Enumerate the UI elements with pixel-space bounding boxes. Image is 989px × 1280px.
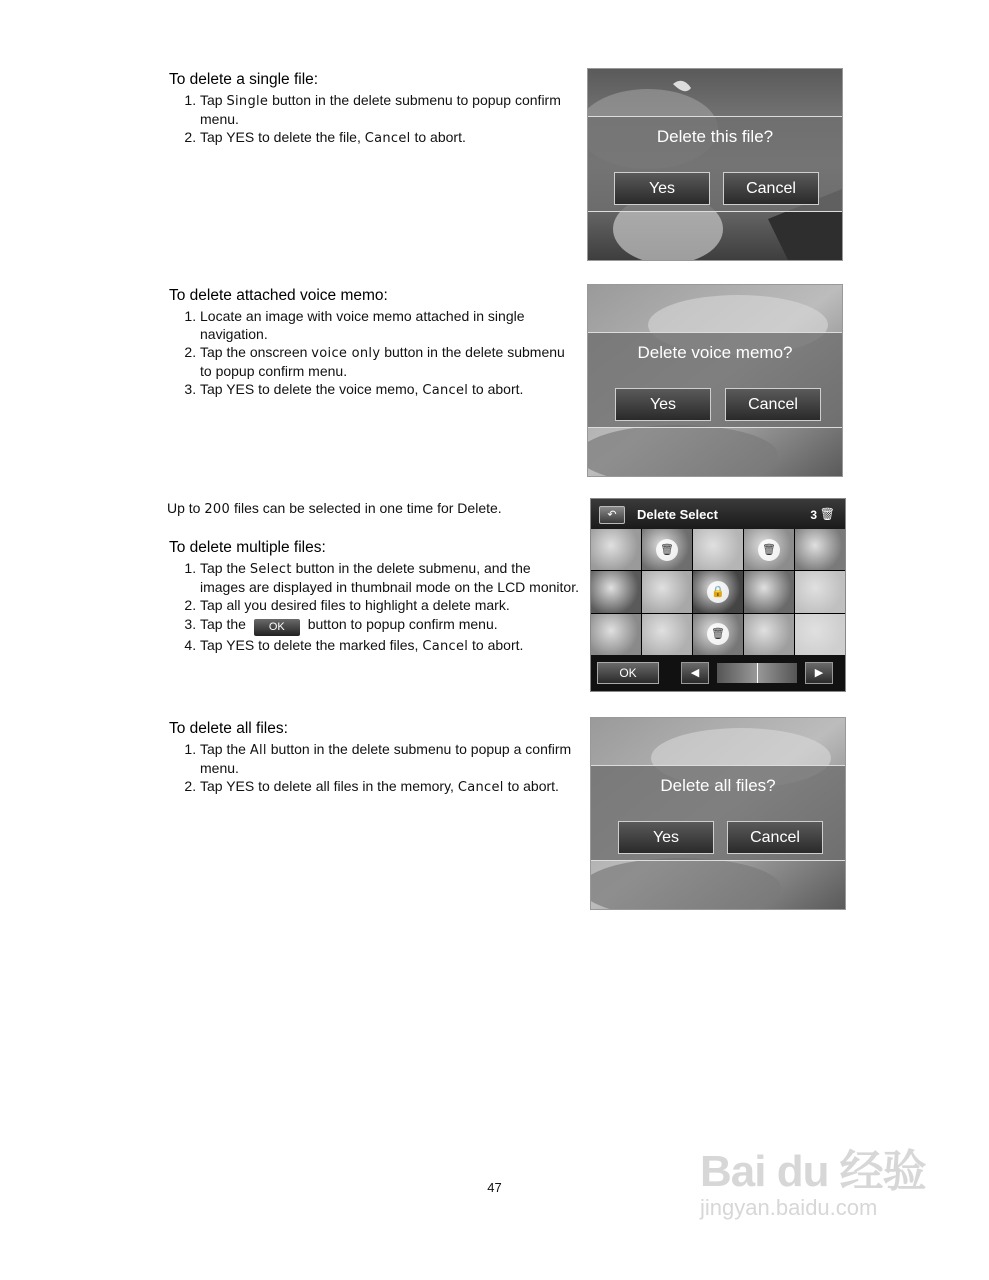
- step: 1. Locate an image with voice memo attached in single navigation.: [200, 308, 579, 343]
- thumbnail[interactable]: [591, 614, 641, 655]
- watermark-url: jingyan.baidu.com: [700, 1195, 878, 1220]
- thumbnail[interactable]: [693, 529, 743, 570]
- trash-icon: 🗑: [819, 507, 835, 521]
- yes-button[interactable]: Yes: [614, 172, 710, 205]
- delete-select-footer: [591, 655, 845, 691]
- next-page-icon[interactable]: ▶: [805, 662, 833, 684]
- thumbnail[interactable]: [795, 614, 845, 655]
- section-title: To delete multiple files:: [169, 539, 326, 556]
- ok-button-image: OK: [254, 619, 300, 636]
- thumbnail[interactable]: [744, 571, 794, 612]
- thumbnail[interactable]: [744, 529, 794, 570]
- confirm-dialog: [588, 332, 842, 428]
- watermark: [700, 1135, 926, 1221]
- thumbnail[interactable]: [795, 529, 845, 570]
- thumbnail-grid: [591, 529, 845, 655]
- thumbnail[interactable]: [693, 571, 743, 612]
- confirm-dialog: [591, 765, 845, 861]
- thumbnail[interactable]: [642, 529, 692, 570]
- delete-mark-icon: 🗑: [758, 539, 780, 561]
- ok-button[interactable]: OK: [597, 662, 659, 684]
- delete-all-screen: [590, 717, 846, 910]
- step: 2. Tap YES to delete the file, Cancel to abort.: [200, 129, 579, 148]
- thumbnail[interactable]: [744, 614, 794, 655]
- step: 1. Tap Single button in the delete submenu to popup confirm menu.: [200, 92, 579, 128]
- cancel-button[interactable]: Cancel: [725, 388, 821, 421]
- thumbnail[interactable]: [795, 571, 845, 612]
- step: 2. Tap the onscreen voice only button in the delete submenu to popup confirm menu.: [200, 344, 579, 380]
- yes-button[interactable]: Yes: [615, 388, 711, 421]
- step: 1. Tap the Select button in the delete submenu, and the images are displayed in thumbnail mode on the LCD monitor.: [200, 560, 579, 596]
- delete-select-title: Delete Select: [637, 507, 718, 522]
- page-number: 47: [487, 1180, 502, 1195]
- thumbnail[interactable]: [591, 571, 641, 612]
- dialog-title: Delete voice memo?: [637, 343, 793, 362]
- thumbnail[interactable]: [591, 529, 641, 570]
- dialog-title: Delete all files?: [660, 776, 776, 795]
- step: 3. Tap the OK button to popup confirm menu.: [200, 616, 579, 636]
- step: 1. Tap the All button in the delete submenu to popup a confirm menu.: [200, 741, 579, 777]
- delete-mark-icon: 🗑: [707, 623, 729, 645]
- back-arrow-icon[interactable]: ↶: [599, 506, 625, 524]
- thumbnail[interactable]: [693, 614, 743, 655]
- thumbnail[interactable]: [642, 571, 692, 612]
- yes-button[interactable]: Yes: [618, 821, 714, 854]
- selected-count: 3: [810, 508, 817, 522]
- section-delete-single: [169, 71, 579, 149]
- dialog-title: Delete this file?: [656, 127, 774, 146]
- cancel-button[interactable]: Cancel: [727, 821, 823, 854]
- section-delete-multiple: [169, 539, 579, 656]
- cancel-button[interactable]: Cancel: [723, 172, 819, 205]
- step: 2. Tap YES to delete all files in the memory, Cancel to abort.: [200, 778, 579, 797]
- delete-select-screen: [590, 498, 846, 692]
- section-delete-all: [169, 720, 579, 798]
- select-limit-note: Up to 200 files can be selected in one time for Delete.: [167, 500, 502, 517]
- section-title: To delete all files:: [169, 720, 288, 737]
- delete-mark-icon: 🗑: [656, 539, 678, 561]
- prev-page-icon[interactable]: ◀: [681, 662, 709, 684]
- section-title: To delete attached voice memo:: [169, 287, 388, 304]
- step: 2. Tap all you desired files to highlight a delete mark.: [200, 597, 579, 615]
- page-scrollbar[interactable]: [717, 663, 797, 683]
- watermark-logo: Bai du 经验: [700, 1147, 926, 1196]
- delete-voice-memo-screen: [587, 284, 843, 477]
- thumbnail[interactable]: [642, 614, 692, 655]
- section-title: To delete a single file:: [169, 71, 319, 88]
- delete-file-screen: [587, 68, 843, 261]
- confirm-dialog: [588, 116, 842, 212]
- lock-icon: 🔒: [707, 581, 729, 603]
- step: 4. Tap YES to delete the marked files, Cancel to abort.: [200, 637, 579, 656]
- section-delete-voice-memo: [169, 287, 579, 401]
- step: 3. Tap YES to delete the voice memo, Cancel to abort.: [200, 381, 579, 400]
- delete-select-header: [591, 499, 845, 529]
